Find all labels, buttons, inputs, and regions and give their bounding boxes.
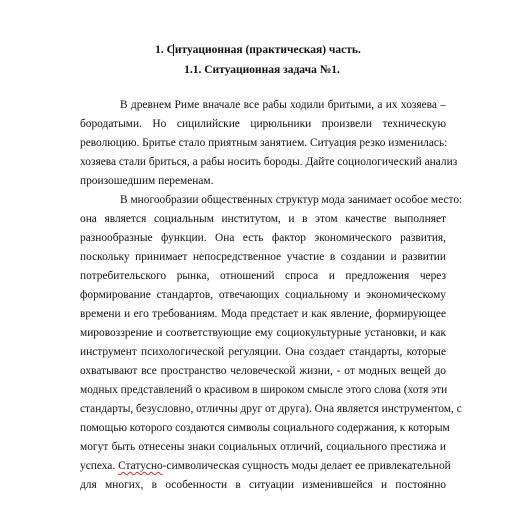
paragraph-1-line: произошедшим переменам. <box>80 175 214 187</box>
paragraph-2-line: инструмент психологической регуляции. Она создает стандарты, которые <box>80 346 446 358</box>
paragraph-2-line: поскольку принимает непосредственное участие в создании и развитии <box>80 251 446 263</box>
line-rest: -символическая сущность моды делает ее привлекательной <box>162 460 451 472</box>
paragraph-2-line: охватывают все пространство человеческой жизни, - от модных вещей до <box>80 365 446 377</box>
paragraph-1-line: революцию. Бритье стало приятным занятием. Ситуация резко изменилась: <box>80 137 448 149</box>
paragraph-2-line: формирование стандартов, отвечающих социальному и экономическому <box>80 289 446 301</box>
spellcheck-underlined-word: Статусно <box>118 460 163 472</box>
section-title: 1. Ситуационная (практическая) часть. <box>155 44 361 56</box>
paragraph-2-line: времени и его требованиям. Мода предстает и как явление, формирующее <box>80 308 446 320</box>
paragraph-2-line: стандарты, безусловно, отличны друг от друга). Она является инструментом, с <box>80 403 462 415</box>
paragraph-2-line: потребительского рынка, отношений спроса и предложения через <box>80 270 446 282</box>
paragraph-1-line: бородатыми. Но сицилийские цирюльники произвели техническую <box>80 118 446 130</box>
paragraph-2-line: В многообразии общественных структур мода занимает особое место: <box>120 194 463 206</box>
paragraph-1-line: хозяева стали бриться, а рабы носить бороды. Дайте социологический анализ <box>80 156 458 168</box>
paragraph-2-line: разнообразные функции. Она есть фактор экономического развития, <box>80 232 446 244</box>
paragraph-2-line: модных представлений о красивом в широком смысле этого слова (хотя эти <box>80 384 448 396</box>
paragraph-2-line: помощью которого создаются символы социального содержания, к которым <box>80 422 450 434</box>
paragraph-2-line: могут быть отнесены знаки социальных отличий, социального престижа и <box>80 441 446 453</box>
paragraph-2-line: для многих, в особенности в ситуации изменившейся и постоянно <box>80 479 446 491</box>
line-prefix: успеха. <box>80 460 119 472</box>
task-title: 1.1. Ситуационная задача №1. <box>184 64 340 76</box>
paragraph-1-line: В древнем Риме вначале все рабы ходили бритыми, а их хозяева – <box>120 99 446 111</box>
paragraph-2-line <box>80 459 451 473</box>
paragraph-2-line: она является социальным институтом, и в этом качестве выполняет <box>80 213 446 225</box>
paragraph-2-line: мировоззрение и соответствующие ему социокультурные установки, и как <box>80 327 446 339</box>
